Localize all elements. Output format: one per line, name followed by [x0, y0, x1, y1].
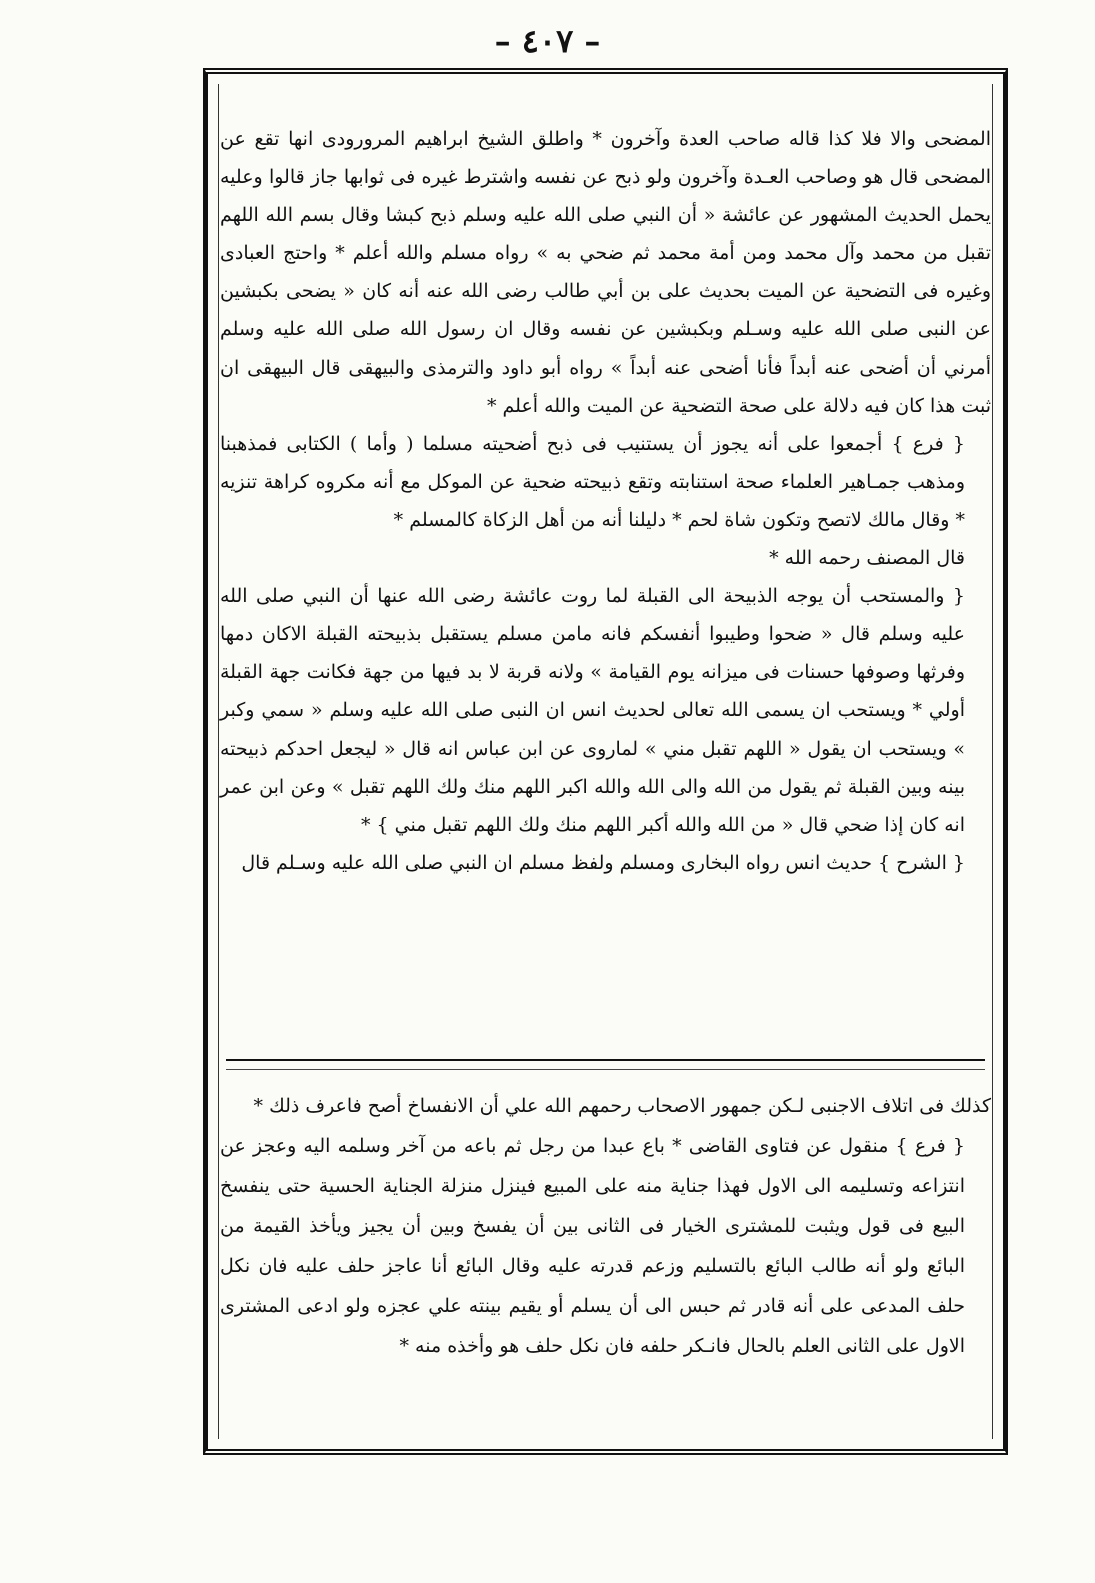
- footnote-divider: [226, 1059, 985, 1061]
- page-number: – ٤٠٧ –: [494, 22, 601, 60]
- main-paragraph-1: المضحى والا فلا كذا قاله صاحب العدة وآخرون * واطلق الشيخ ابراهيم المرورودى انها تقع عن المضحى قال هو وصاحب العـدة وآخرون ولو ذبح عن نفسه واشترط غيره فى ثوابها جاز قالوا وعليه يحمل الحديث المشهور عن عائشة « أن النبي صلى الله عليه وسلم ذبح كبشا وقال بسم الله اللهم تقبل من محمد وآل محمد ومن أمة محمد ثم ضحي به » رواه مسلم والله أعلم * واحتج العبادى وغيره فى التضحية عن الميت بحديث على بن أبي طالب رضى الله عنه أنه كان « يضحى بكبشين عن النبى صلى الله عليه وسـلم وبكبشين عن نفسه وقال ان رسول الله صلى الله عليه وسلم أمرني أن أضحى عنه أبداً فأنا أضحى عنه أبداً » رواه أبو داود والترمذى والبيهقى قال البيهقى ان ثبت هذا كان فيه دلالة على صحة التضحية عن الميت والله أعلم *: [220, 128, 991, 417]
- main-text: [220, 120, 991, 882]
- footnote-divider-thin: [226, 1069, 985, 1070]
- footnote-paragraph-1: كذلك فى اتلاف الاجنبى لـكن جمهور الاصحاب رحمهم الله علي أن الانفساخ أصح فاعرف ذلك *: [253, 1095, 991, 1117]
- commentary-paragraph: { الشرح } حديث انس رواه البخارى ومسلم ولفظ مسلم ان النبي صلى الله عليه وسـلم قال: [241, 851, 965, 874]
- footnote-text: [220, 1086, 991, 1366]
- page-frame: [203, 68, 1008, 1455]
- footnote-paragraph-2: { فرع } منقول عن فتاوى القاضى * باع عبدا من رجل ثم باعه من آخر وسلمه اليه وعجز عن انتزاعه وتسليمه الى الاول فهذا جناية منه على المبيع فينزل منزلة الجناية الحسية حتى ينفسخ البيع فى قول ويثبت للمشترى الخيار فى الثانى بين أن يفسخ وبين أن يجيز ويأخذ القيمة من البائع ولو أنه طالب البائع بالتسليم وزعم قدرته عليه وقال البائع أنا عاجز حلف عليه فان نكل حلف المدعى على أنه قادر ثم حبس الى أن يسلم أو يقيم بينته علي عجزه ولو ادعى المشترى الاول على الثانى العلم بالحال فانـكر حلفه فان نكل حلف هو وأخذه منه *: [220, 1135, 965, 1357]
- main-paragraph-2: { فرع } أجمعوا على أنه يجوز أن يستنيب فى ذبح أضحيته مسلما ( وأما ) الكتابى فمذهبنا ومذهب جمـاهير العلماء صحة استنابته وتقع ذبيحته ضحية عن الموكل مع أنه مكروه كراهة تنزيه * وقال مالك لاتصح وتكون شاة لحم * دليلنا أنه من أهل الزكاة كالمسلم *: [220, 432, 965, 531]
- author-heading: قال المصنف رحمه الله *: [769, 547, 965, 570]
- main-paragraph-4: { والمستحب أن يوجه الذبيحة الى القبلة لما روت عائشة رضى الله عنها أن النبي صلى الله عليه وسلم قال « ضحوا وطيبوا أنفسكم فانه مامن مسلم يستقبل بذبيحته القبلة الاكان دمها وفرثها وصوفها حسنات فى ميزانه يوم القيامة » ولانه قربة لا بد فيها من جهة فكانت جهة القبلة أولي * ويستحب ان يسمى الله تعالى لحديث انس ان النبى صلى الله عليه وسلم « سمي وكبر » ويستحب ان يقول « اللهم تقبل مني » لماروى عن ابن عباس انه قال « ليجعل احدكم ذبيحته بينه وبين القبلة ثم يقول من الله والى الله والله اكبر اللهم منك ولك اللهم تقبل » وعن ابن عمر انه كان إذا ضحي قال « من الله والله أكبر اللهم منك ولك اللهم تقبل مني } *: [220, 585, 965, 836]
